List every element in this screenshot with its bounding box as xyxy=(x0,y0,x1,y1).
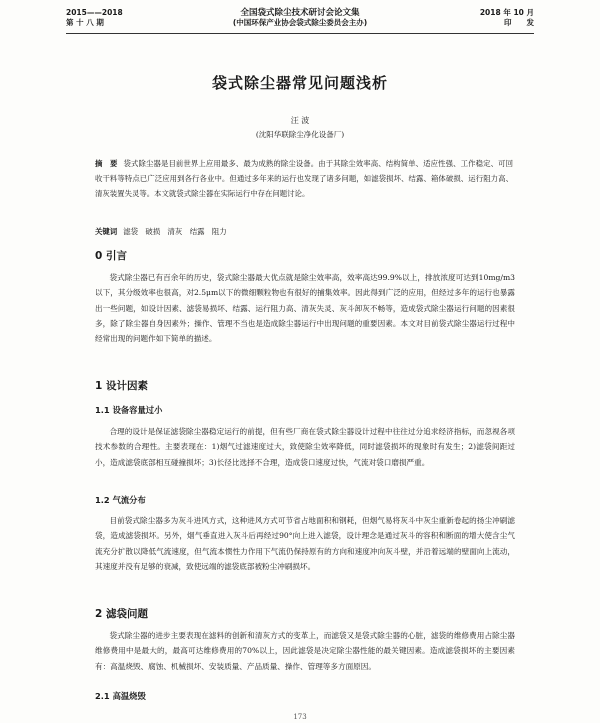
journal-title: 全国袋式除尘技术研讨会论文集 xyxy=(240,8,360,18)
section-paragraph: 目前袋式除尘器多为灰斗进风方式，这种进风方式可节省占地面积和钢耗，但烟气易将灰斗中灰尘重新卷起的扬尘冲刷滤袋，造成滤袋损坏。另外，烟气垂直进入灰斗后再经过90°向上进入滤袋，设计理念是通过灰斗的容积和断面的增大使含尘气流充分扩散以降低气流速度，但气流本惯性力作用下气流仍保持原有的方向和速度冲向灰斗壁，并沿着远端的壁面向上流动，其速度并没有足够的衰减，致使远端的滤袋底部被粉尘冲刷损坏。 xyxy=(95,516,515,571)
affiliation: (沈阳华联除尘净化设备厂) xyxy=(255,130,345,139)
keywords xyxy=(95,226,513,237)
journal-subtitle: (中国环保产业协会袋式除尘委员会主办) xyxy=(232,18,368,27)
section-paragraph: 合理的设计是保证滤袋除尘器稳定运行的前提，但有些厂商在袋式除尘器设计过程中往往过分追求经济指标，而忽视各项技术参数的合理性。主要表现在：1)烟气过滤速度过大，致使除尘效率降低，同时滤袋损坏的现象时有发生；2)滤袋间距过小，造成滤袋底部相互碰撞损坏；3)长径比选择不合理，造成袋口速度过快，气流对袋口磨损严重。 xyxy=(95,427,515,467)
page-number: 173 xyxy=(293,713,307,721)
abstract-label: 摘 要 xyxy=(95,159,118,168)
header-right-line1: 2018 年 10 月 xyxy=(479,8,534,17)
paper-title: 袋式除尘器常见问题浅析 xyxy=(211,74,388,92)
header-left-line2: 第 十 八 期 xyxy=(66,18,104,27)
abstract xyxy=(95,156,513,201)
header-rule xyxy=(66,33,534,34)
subsection-heading: 1.2 气流分布 xyxy=(95,495,146,505)
header-right xyxy=(480,8,534,28)
section-paragraph: 袋式除尘器已有百余年的历史，袋式除尘器最大优点就是除尘效率高，效率高达99.9%以上，排放浓度可达到10mg/m3以下，其分级效率也很高，对2.5μm以下的微细颗粒物也有很好的捕集效率。因此得到广泛的应用，但经过多年的运行也暴露出一些问题，如设计因素、滤袋易损坏、结露、运行阻力高、清灰失灵、灰斗卸灰不畅等，造成袋式除尘器运行问题的因素很多，除了除尘器自身因素外；操作、管理不当也是造成除尘器运行中出现问题的重要因素。本文对目前袋式除尘器运行过程中经常出现的问题作如下简单的描述。 xyxy=(95,273,515,344)
section-heading: 0 引言 xyxy=(95,250,127,262)
keywords-text: 滤袋 破损 清灰 结露 阻力 xyxy=(123,227,227,236)
section-heading: 2 滤袋问题 xyxy=(95,608,148,620)
subsection-heading: 1.1 设备容量过小 xyxy=(95,405,163,415)
section-paragraph: 袋式除尘器的进步主要表现在滤料的创新和清灰方式的变革上，而滤袋又是袋式除尘器的心脏，滤袋的维修费用占除尘器维修费用中是最大的，最高可达维修费用的70%以上，因此滤袋是决定除尘器性能的最关键因素。造成滤袋损坏的主要因素有：高温烧毁、腐蚀、机械损坏、安装质量、产品质量、操作、管理等多方面原因。 xyxy=(95,631,515,671)
header-center xyxy=(180,8,420,28)
header-left xyxy=(66,8,123,28)
header-right-line2: 印 发 xyxy=(504,18,534,27)
keywords-label: 关键词 xyxy=(95,227,118,236)
abstract-text: 袋式除尘器是目前世界上应用最多、最为成熟的除尘设备。由于其除尘效率高、结构简单、适应性强、工作稳定、可回收干料等特点已广泛应用到各行各业中。但通过多年来的运行也发现了诸多问题，如滤袋损坏、结露、箱体破损、运行阻力高、清灰装置失灵等。本文就袋式除尘器在实际运行中存在问题讨论。 xyxy=(95,159,513,198)
section-heading: 1 设计因素 xyxy=(95,380,148,392)
header-left-line1: 2015——2018 xyxy=(66,8,123,17)
author: 汪 波 xyxy=(290,116,310,125)
subsection-heading: 2.1 高温烧毁 xyxy=(95,691,146,701)
